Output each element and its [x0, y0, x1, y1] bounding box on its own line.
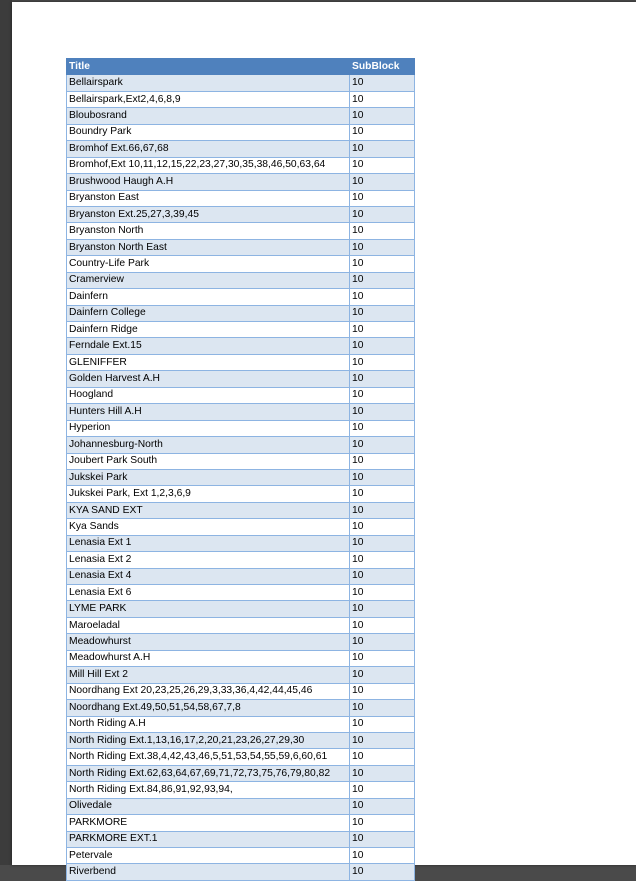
- table-row: [67, 437, 415, 453]
- table-row: [67, 552, 415, 568]
- table-row: [67, 469, 415, 485]
- cell-title: Country-Life Park: [67, 256, 350, 272]
- table-row: [67, 864, 415, 880]
- table-row: [67, 617, 415, 633]
- cell-subblock: 10: [350, 667, 415, 683]
- cell-subblock: 10: [350, 798, 415, 814]
- cell-title: Petervale: [67, 848, 350, 864]
- cell-title: Hunters Hill A.H: [67, 404, 350, 420]
- cell-subblock: 10: [350, 552, 415, 568]
- cell-subblock: 10: [350, 289, 415, 305]
- cell-subblock: 10: [350, 815, 415, 831]
- table-row: [67, 354, 415, 370]
- table-row: [67, 256, 415, 272]
- suburb-table: [66, 58, 415, 881]
- table-row: [67, 700, 415, 716]
- cell-title: Meadowhurst: [67, 634, 350, 650]
- table-row: [67, 305, 415, 321]
- cell-title: Lenasia Ext 2: [67, 552, 350, 568]
- cell-subblock: 10: [350, 420, 415, 436]
- table-row: [67, 174, 415, 190]
- cell-title: Bromhof,Ext 10,11,12,15,22,23,27,30,35,38,46,50,63,64: [67, 157, 350, 173]
- cell-subblock: 10: [350, 190, 415, 206]
- cell-title: Bloubosrand: [67, 108, 350, 124]
- table-body: [67, 75, 415, 880]
- cell-title: Kya Sands: [67, 519, 350, 535]
- cell-subblock: 10: [350, 519, 415, 535]
- cell-title: Ferndale Ext.15: [67, 338, 350, 354]
- table-row: [67, 124, 415, 140]
- table-row: [67, 190, 415, 206]
- cell-subblock: 10: [350, 272, 415, 288]
- cell-subblock: 10: [350, 568, 415, 584]
- cell-subblock: 10: [350, 206, 415, 222]
- table-row: [67, 831, 415, 847]
- cell-subblock: 10: [350, 124, 415, 140]
- cell-title: Bryanston East: [67, 190, 350, 206]
- table-row: [67, 91, 415, 107]
- table-row: [67, 732, 415, 748]
- cell-subblock: 10: [350, 338, 415, 354]
- table-row: [67, 782, 415, 798]
- table-row: [67, 206, 415, 222]
- cell-title: Meadowhurst A.H: [67, 650, 350, 666]
- cell-subblock: 10: [350, 486, 415, 502]
- cell-title: Jukskei Park, Ext 1,2,3,6,9: [67, 486, 350, 502]
- cell-subblock: 10: [350, 650, 415, 666]
- cell-subblock: 10: [350, 108, 415, 124]
- cell-title: Lenasia Ext 4: [67, 568, 350, 584]
- table-row: [67, 667, 415, 683]
- cell-subblock: 10: [350, 387, 415, 403]
- table-row: [67, 502, 415, 518]
- cell-subblock: 10: [350, 141, 415, 157]
- cell-title: KYA SAND EXT: [67, 502, 350, 518]
- table-row: [67, 486, 415, 502]
- cell-title: Dainfern Ridge: [67, 322, 350, 338]
- table-row: [67, 683, 415, 699]
- cell-title: Olivedale: [67, 798, 350, 814]
- cell-title: Noordhang Ext.49,50,51,54,58,67,7,8: [67, 700, 350, 716]
- cell-title: Jukskei Park: [67, 469, 350, 485]
- table-row: [67, 108, 415, 124]
- table-row: [67, 75, 415, 91]
- cell-title: Johannesburg-North: [67, 437, 350, 453]
- cell-subblock: 10: [350, 223, 415, 239]
- table-row: [67, 404, 415, 420]
- cell-subblock: 10: [350, 617, 415, 633]
- cell-subblock: 10: [350, 601, 415, 617]
- cell-title: Bellairspark,Ext2,4,6,8,9: [67, 91, 350, 107]
- cell-subblock: 10: [350, 453, 415, 469]
- cell-title: Bryanston North East: [67, 239, 350, 255]
- cell-title: Noordhang Ext 20,23,25,26,29,3,33,36,4,42,44,45,46: [67, 683, 350, 699]
- header-subblock: SubBlock: [350, 59, 415, 75]
- table-row: [67, 338, 415, 354]
- cell-subblock: 10: [350, 864, 415, 880]
- table-row: [67, 322, 415, 338]
- table-row: [67, 650, 415, 666]
- cell-title: LYME PARK: [67, 601, 350, 617]
- cell-subblock: 10: [350, 683, 415, 699]
- cell-subblock: 10: [350, 831, 415, 847]
- cell-title: Bellairspark: [67, 75, 350, 91]
- cell-title: Boundry Park: [67, 124, 350, 140]
- cell-title: PARKMORE EXT.1: [67, 831, 350, 847]
- table-row: [67, 519, 415, 535]
- cell-subblock: 10: [350, 469, 415, 485]
- cell-subblock: 10: [350, 716, 415, 732]
- cell-subblock: 10: [350, 157, 415, 173]
- table-row: [67, 634, 415, 650]
- table-row: [67, 716, 415, 732]
- cell-subblock: 10: [350, 700, 415, 716]
- cell-title: North Riding Ext.84,86,91,92,93,94,: [67, 782, 350, 798]
- cell-subblock: 10: [350, 174, 415, 190]
- cell-title: PARKMORE: [67, 815, 350, 831]
- cell-title: Riverbend: [67, 864, 350, 880]
- table-row: [67, 749, 415, 765]
- table-row: [67, 239, 415, 255]
- cell-subblock: 10: [350, 354, 415, 370]
- cell-subblock: 10: [350, 404, 415, 420]
- cell-title: North Riding Ext.62,63,64,67,69,71,72,73,75,76,79,80,82: [67, 765, 350, 781]
- table-row: [67, 371, 415, 387]
- cell-subblock: 10: [350, 75, 415, 91]
- table-row: [67, 765, 415, 781]
- cell-title: North Riding Ext.1,13,16,17,2,20,21,23,26,27,29,30: [67, 732, 350, 748]
- cell-subblock: 10: [350, 239, 415, 255]
- cell-title: Golden Harvest A.H: [67, 371, 350, 387]
- cell-title: Mill Hill Ext 2: [67, 667, 350, 683]
- table-row: [67, 798, 415, 814]
- cell-title: GLENIFFER: [67, 354, 350, 370]
- table-row: [67, 141, 415, 157]
- cell-subblock: 10: [350, 782, 415, 798]
- cell-subblock: 10: [350, 732, 415, 748]
- table-row: [67, 272, 415, 288]
- table-row: [67, 387, 415, 403]
- cell-title: Cramerview: [67, 272, 350, 288]
- cell-title: North Riding Ext.38,4,42,43,46,5,51,53,54,55,59,6,60,61: [67, 749, 350, 765]
- cell-title: Bryanston North: [67, 223, 350, 239]
- cell-title: North Riding A.H: [67, 716, 350, 732]
- table-row: [67, 568, 415, 584]
- cell-title: Lenasia Ext 1: [67, 535, 350, 551]
- cell-subblock: 10: [350, 305, 415, 321]
- cell-title: Hyperion: [67, 420, 350, 436]
- document-page: [12, 2, 636, 878]
- table-row: [67, 535, 415, 551]
- cell-subblock: 10: [350, 322, 415, 338]
- cell-title: Lenasia Ext 6: [67, 585, 350, 601]
- table-row: [67, 223, 415, 239]
- cell-subblock: 10: [350, 256, 415, 272]
- viewer-sidebar-edge: [0, 0, 12, 865]
- table-row: [67, 420, 415, 436]
- cell-subblock: 10: [350, 749, 415, 765]
- cell-subblock: 10: [350, 502, 415, 518]
- table-row: [67, 848, 415, 864]
- table-row: [67, 601, 415, 617]
- cell-subblock: 10: [350, 91, 415, 107]
- table-row: [67, 157, 415, 173]
- table-row: [67, 815, 415, 831]
- cell-subblock: 10: [350, 585, 415, 601]
- table-row: [67, 585, 415, 601]
- header-title: Title: [67, 59, 350, 75]
- cell-title: Bromhof Ext.66,67,68: [67, 141, 350, 157]
- cell-title: Hoogland: [67, 387, 350, 403]
- cell-subblock: 10: [350, 765, 415, 781]
- cell-subblock: 10: [350, 371, 415, 387]
- cell-subblock: 10: [350, 535, 415, 551]
- cell-subblock: 10: [350, 634, 415, 650]
- cell-title: Dainfern: [67, 289, 350, 305]
- cell-title: Maroeladal: [67, 617, 350, 633]
- table-row: [67, 453, 415, 469]
- cell-title: Joubert Park South: [67, 453, 350, 469]
- table-row: [67, 289, 415, 305]
- cell-subblock: 10: [350, 848, 415, 864]
- table-header-row: [67, 59, 415, 75]
- cell-title: Bryanston Ext.25,27,3,39,45: [67, 206, 350, 222]
- cell-title: Brushwood Haugh A.H: [67, 174, 350, 190]
- cell-subblock: 10: [350, 437, 415, 453]
- cell-title: Dainfern College: [67, 305, 350, 321]
